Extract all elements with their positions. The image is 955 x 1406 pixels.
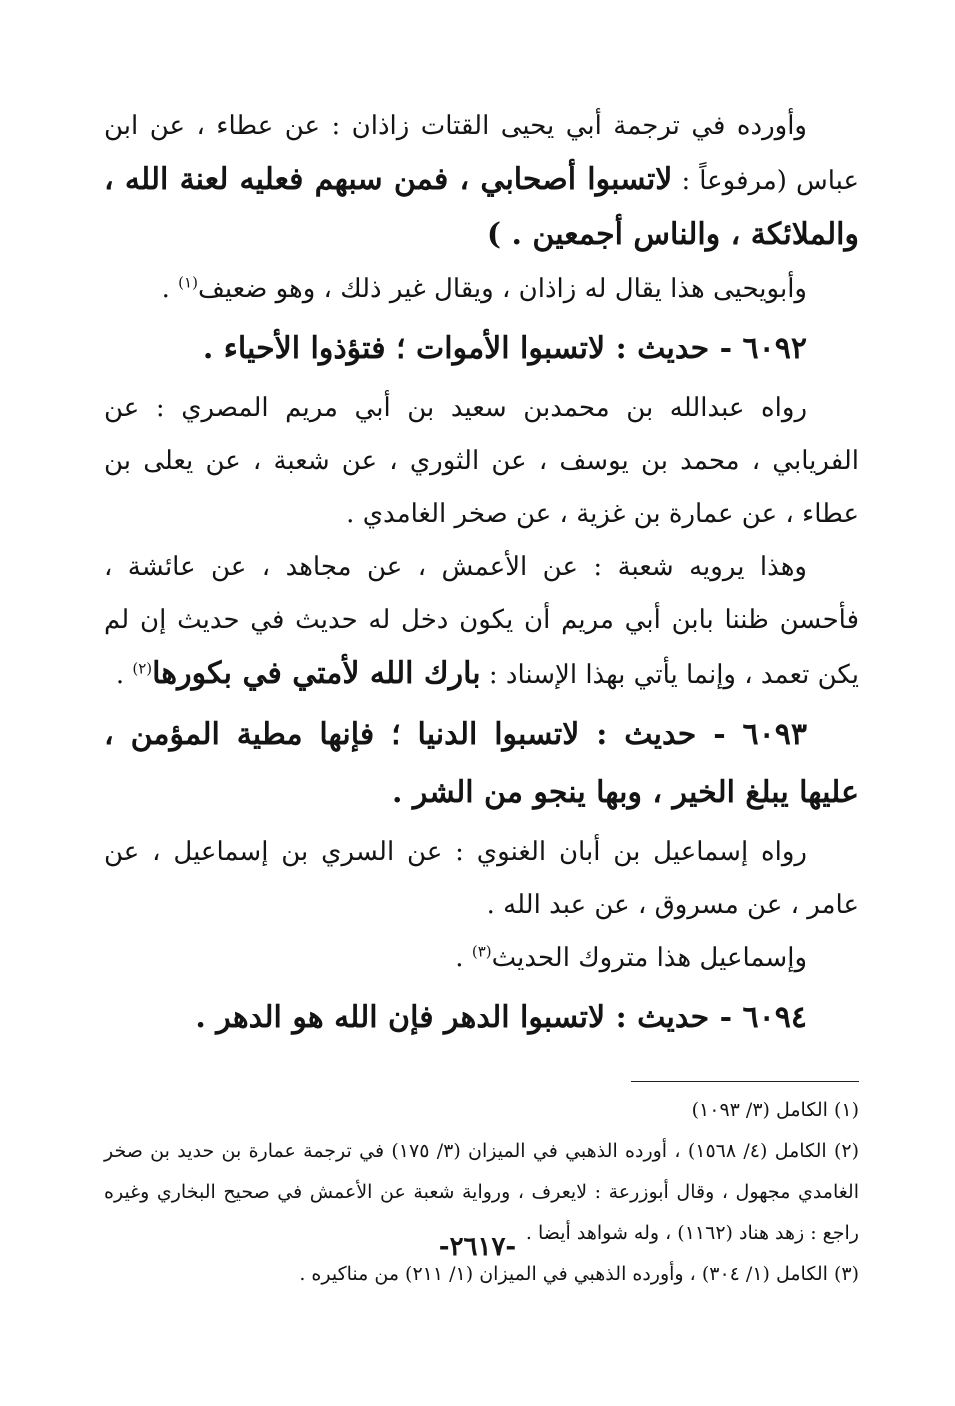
comment-text: وهذا يرويه شعبة : عن الأعمش ، عن مجاهد ، عن عائشة ، فأحسن ظننا بابن أبي مريم أن يكون دخل له حديث في حديث إن لم يكن تعمد ، وإنما يأتي بهذا الإسناد : (104, 552, 859, 690)
footnote-separator (631, 1081, 859, 1082)
grading-text: وإسماعيل هذا متروك الحديث (491, 943, 807, 973)
footnotes (104, 1090, 859, 1295)
paragraph-abu-yahya-narration (104, 100, 859, 263)
footnote-3: (٣) الكامل (١/ ٣٠٤) ، وأورده الذهبي في الميزان (١/ ٢١١) من مناكيره . (299, 1263, 859, 1285)
hadith-text-bold: بارك الله لأمتي في بكورها (152, 656, 481, 691)
period: . (455, 943, 472, 973)
paragraph-6092-isnad: رواه عبدالله بن محمدبن سعيد بن أبي مريم المصري : عن الفريابي ، محمد بن يوسف ، عن الثوري ، عن شعبة ، عن يعلى بن عطاء ، عن عمارة بن غزية ، عن صخر الغامدي . (104, 393, 859, 529)
period: . (115, 660, 133, 690)
paragraph-6092-comment (104, 541, 859, 702)
hadith-heading-6094: ٦٠٩٤ - حديث : لاتسبوا الدهر فإن الله هو الدهر . (195, 1000, 807, 1035)
hadith-heading-6093: ٦٠٩٣ - حديث : لاتسبوا الدنيا ؛ فإنها مطية المؤمن ، عليها يبلغ الخير ، وبها ينجو من الشر . (104, 717, 859, 810)
paragraph-6093-isnad: رواه إسماعيل بن أبان الغنوي : عن السري بن إسماعيل ، عن عامر ، عن مسروق ، عن عبد الله . (104, 837, 859, 920)
page-number: -٢٦١٧- (438, 1232, 517, 1262)
hadith-heading-6092: ٦٠٩٢ - حديث : لاتسبوا الأموات ؛ فتؤذوا الأحياء . (202, 331, 807, 366)
hadith-text-bold: لاتسبوا أصحابي ، فمن سبهم فعليه لعنة الله ، والملائكة ، والناس أجمعين . ) (104, 162, 859, 252)
footnote-ref-3: (٣) (471, 942, 492, 961)
period: . (161, 274, 179, 304)
paragraph-abu-yahya-grading (104, 263, 859, 316)
footnote-ref-2: (٢) (132, 659, 153, 678)
narration-text: وأورده في ترجمة أبي يحيى القتات زاذان : عن عطاء ، عن ابن عباس (مرفوعاً : (104, 111, 859, 196)
paragraph-6093-grading (104, 932, 859, 985)
footnote-2: (٢) الكامل (٤/ ١٥٦٨) ، أورده الذهبي في الميزان (٣/ ١٧٥) في ترجمة عمارة بن حديد بن صخر الغامدي مجهول ، وقال أبوزرعة : لايعرف ، ورواية شعبة عن الأعمش في صحيح البخاري وغيره راجع : زهد هناد (١١٦٢) ، وله شواهد أيضا . (104, 1140, 859, 1244)
footnote-ref-1: (١) (178, 273, 198, 292)
grading-text: وأبويحيى هذا يقال له زاذان ، ويقال غير ذلك ، وهو ضعيف (197, 274, 807, 304)
footnote-1: (١) الكامل (٣/ ١٠٩٣) (691, 1099, 859, 1121)
